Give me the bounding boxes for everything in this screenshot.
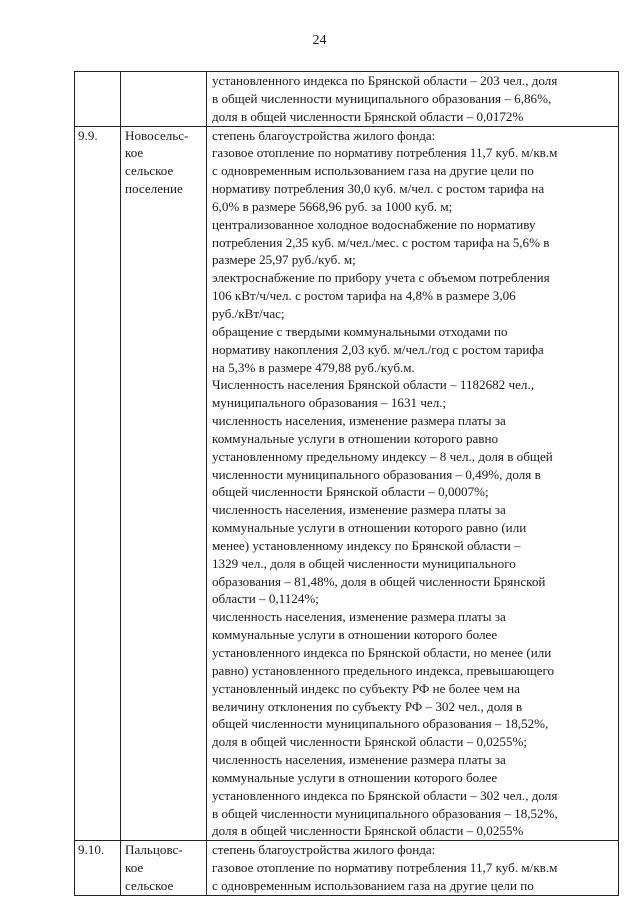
row-number-cell bbox=[75, 72, 121, 127]
description-line: установленный индекс по субъекту РФ не более чем на bbox=[212, 680, 520, 696]
description-line: величину отклонения по субъекту РФ – 302 чел., доля в bbox=[212, 698, 523, 714]
row-number-cell bbox=[75, 841, 121, 896]
page-number: 24 bbox=[312, 33, 327, 48]
description-line: с одновременным использованием газа на другие цели по bbox=[212, 163, 534, 179]
description-line: установленному предельному индексу – 8 чел., доля в общей bbox=[212, 448, 553, 464]
description-line: электроснабжение по прибору учета с объемом потребления bbox=[212, 270, 550, 286]
description-line: установленного индекса по Брянской области, но менее (или bbox=[212, 645, 552, 660]
description-line: равно) установленного предельного индекса, превышающего bbox=[212, 662, 555, 678]
description-cell bbox=[207, 126, 619, 841]
description-line: менее) установленному индексу по Брянской области – bbox=[212, 537, 521, 553]
description-line: на 5,3% в размере 479,88 руб./куб.м. bbox=[212, 359, 415, 375]
description-cell bbox=[207, 841, 619, 896]
description-line: общей численности муниципального образования – 18,52%, bbox=[212, 716, 549, 732]
description-line: численности муниципального образования – 0,49%, доля в bbox=[212, 466, 541, 482]
row-number: 9.9. bbox=[78, 127, 98, 143]
description-line: доля в общей численности Брянской области – 0,0255%; bbox=[212, 734, 528, 750]
settlement-name-line: сельское bbox=[125, 877, 174, 893]
description-line: установленного индекса по Брянской области – 302 чел., доля bbox=[212, 787, 558, 803]
table-row bbox=[75, 126, 619, 841]
description-line: доля в общей численности Брянской области – 0,0255% bbox=[212, 823, 524, 839]
description-line: общей численности Брянской области – 0,0007%; bbox=[212, 484, 489, 500]
description-line: численность населения, изменение размера платы за bbox=[212, 502, 506, 518]
description-line: коммунальные услуги в отношении которого равно bbox=[212, 430, 499, 446]
settlement-name-cell bbox=[121, 72, 207, 127]
settlement-name-line: сельское bbox=[125, 163, 174, 179]
description-line: газовое отопление по нормативу потребления 11,7 куб. м/кв.м bbox=[212, 145, 558, 161]
description-line: руб./кВт/час; bbox=[212, 305, 285, 321]
description-line: централизованное холодное водоснабжение по нормативу bbox=[212, 216, 536, 232]
settlement-name-line: кое bbox=[125, 860, 144, 876]
description-line: коммунальные услуги в отношении которого более bbox=[212, 769, 498, 785]
settlement-name-cell bbox=[121, 841, 207, 896]
description-line: Численность населения Брянской области – 1182682 чел., bbox=[212, 377, 534, 393]
description-line: потребления 2,35 куб. м/чел./мес. с ростом тарифа на 5,6% в bbox=[212, 234, 550, 250]
row-number: 9.10. bbox=[78, 842, 105, 858]
table-row bbox=[75, 841, 619, 896]
description-line: доля в общей численности Брянской области – 0,0172% bbox=[212, 108, 524, 124]
description-line: степень благоустройства жилого фонда: bbox=[212, 127, 436, 143]
description-line: 1329 чел., доля в общей численности муниципального bbox=[212, 555, 516, 571]
settlement-name-line: Пальцовс- bbox=[125, 842, 183, 858]
settlement-name-cell bbox=[121, 126, 207, 841]
description-line: коммунальные услуги в отношении которого более bbox=[212, 627, 498, 643]
description-line: в общей численности муниципального образования – 18,52%, bbox=[212, 805, 558, 821]
settlement-name-line: кое bbox=[125, 145, 144, 161]
description-line: 106 кВт/ч/чел. с ростом тарифа на 4,8% в размере 3,06 bbox=[212, 288, 516, 304]
description-cell bbox=[207, 72, 619, 127]
settlement-name-line: поселение bbox=[125, 181, 183, 197]
description-line: степень благоустройства жилого фонда: bbox=[212, 842, 436, 858]
description-line: численность населения, изменение размера платы за bbox=[212, 609, 506, 625]
description-line: в общей численности муниципального образования – 6,86%, bbox=[212, 90, 552, 106]
description-line: коммунальные услуги в отношении которого равно (или bbox=[212, 520, 527, 536]
description-line: образования – 81,48%, доля в общей численности Брянской bbox=[212, 573, 546, 589]
row-number-cell bbox=[75, 126, 121, 841]
description-line: газовое отопление по нормативу потребления 11,7 куб. м/кв.м bbox=[212, 860, 558, 876]
description-line: муниципального образования – 1631 чел.; bbox=[212, 395, 447, 411]
description-line: области – 0,1124%; bbox=[212, 591, 319, 607]
settlement-name-line: Новосельс- bbox=[125, 127, 189, 143]
municipal-data-table bbox=[74, 71, 619, 896]
table-row bbox=[75, 72, 619, 127]
description-line: обращение с твердыми коммунальными отходами по bbox=[212, 323, 508, 339]
description-line: установленного индекса по Брянской области – 203 чел., доля bbox=[212, 73, 558, 88]
description-line: численность населения, изменение размера платы за bbox=[212, 413, 506, 429]
description-line: численность населения, изменение размера платы за bbox=[212, 752, 506, 768]
description-line: с одновременным использованием газа на другие цели по bbox=[212, 877, 534, 893]
description-line: нормативу потребления 30,0 куб. м/чел. с ростом тарифа на bbox=[212, 181, 545, 197]
description-line: размере 25,97 руб./куб. м; bbox=[212, 252, 356, 268]
description-line: нормативу накопления 2,03 куб. м/чел./год с ростом тарифа bbox=[212, 341, 544, 357]
description-line: 6,0% в размере 5668,96 руб. за 1000 куб. м; bbox=[212, 198, 453, 214]
